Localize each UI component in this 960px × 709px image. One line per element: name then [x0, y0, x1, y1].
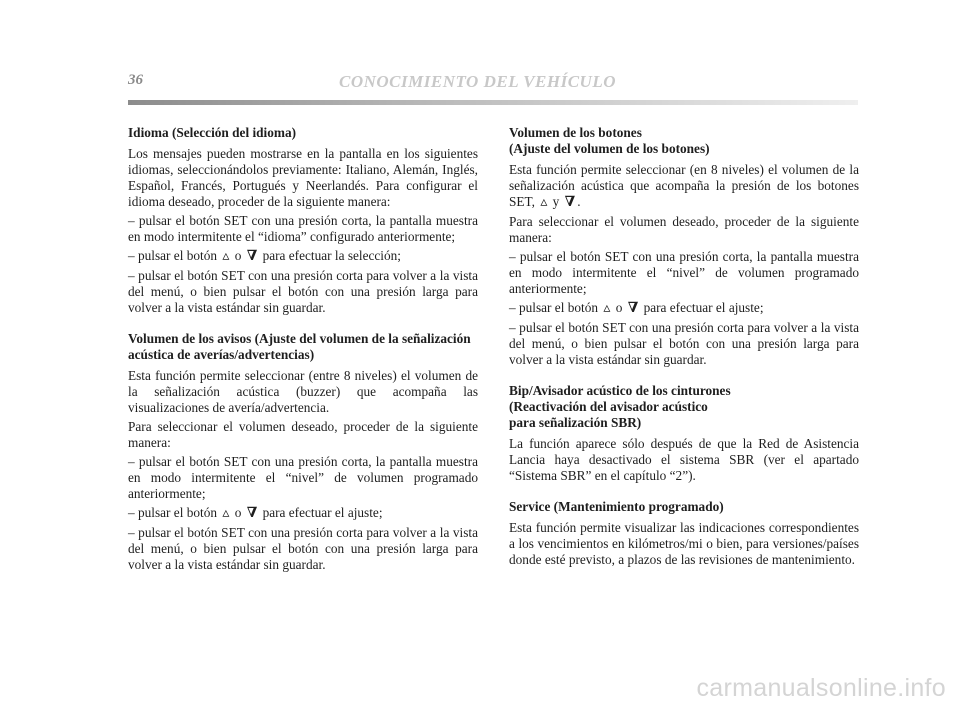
- triangle-down-icon: ∇: [246, 249, 258, 264]
- paragraph: [128, 248, 478, 265]
- paragraph: Para seleccionar el volumen deseado, proceder de la siguiente manera:: [509, 214, 859, 245]
- paragraph: – pulsar el botón SET con una presión corta, la pantalla muestra en modo intermitente el “nivel” de volumen programado anteriormente;: [509, 249, 859, 296]
- section-heading-volumen-botones: [509, 125, 859, 157]
- paragraph: – pulsar el botón SET con una presión corta para volver a la vista del menú, o bien pulsar el botón con una presión larga para volver a la vista estándar sin guardar.: [509, 320, 859, 367]
- triangle-down-icon: ∇: [246, 506, 258, 521]
- watermark: carmanualsonline.info: [696, 674, 946, 702]
- paragraph: [509, 162, 859, 211]
- section-heading-volumen-avisos: Volumen de los avisos (Ajuste del volumen de la señalización acústica de averías/advertencias): [128, 331, 471, 362]
- heading-line: Volumen de los botones: [509, 125, 642, 140]
- heading-line: Bip/Avisador acústico de los cinturones: [509, 383, 731, 398]
- heading-line: para señalización SBR): [509, 415, 642, 430]
- section-heading-idioma: Idioma (Selección del idioma): [128, 125, 297, 140]
- header-rule: [128, 100, 858, 105]
- section-heading-service: Service (Mantenimiento programado): [509, 499, 724, 514]
- text: – pulsar el botón: [128, 505, 218, 520]
- triangle-down-icon: ∇: [564, 195, 576, 210]
- page-header: [128, 68, 858, 108]
- text: y: [552, 194, 560, 209]
- paragraph: La función aparece sólo después de que la Red de Asistencia Lancia haya desactivado el sistema SBR (ver el apartado “Sistema SBR” en el capítulo “2”).: [509, 436, 859, 483]
- right-column: [509, 125, 859, 571]
- paragraph: Para seleccionar el volumen deseado, proceder de la siguiente manera:: [128, 419, 478, 450]
- triangle-up-icon: ▵: [222, 506, 230, 521]
- triangle-down-icon: ∇: [627, 301, 639, 316]
- paragraph: – pulsar el botón SET con una presión corta, la pantalla muestra en modo intermitente el “nivel” de volumen programado anteriormente;: [128, 454, 478, 501]
- text: para efectuar el ajuste;: [262, 505, 383, 520]
- paragraph: [128, 505, 478, 522]
- page-number: 36: [128, 72, 143, 88]
- text: o: [615, 300, 623, 315]
- paragraph: Esta función permite visualizar las indicaciones correspondientes a los vencimientos en kilómetros/mi o bien, para versiones/países donde esté previsto, a plazos de las revisiones de mantenimiento.: [509, 520, 859, 567]
- paragraph: – pulsar el botón SET con una presión corta para volver a la vista del menú, o bien pulsar el botón con una presión larga para volver a la vista estándar sin guardar.: [128, 525, 478, 572]
- heading-line: (Ajuste del volumen de los botones): [509, 141, 710, 156]
- text: para efectuar la selección;: [262, 248, 401, 263]
- text: o: [234, 248, 242, 263]
- triangle-up-icon: ▵: [222, 249, 230, 264]
- text: .: [577, 194, 581, 209]
- paragraph: Esta función permite seleccionar (entre 8 niveles) el volumen de la señalización acústica (buzzer) que acompaña las visualizaciones de avería/advertencia.: [128, 368, 478, 415]
- paragraph: – pulsar el botón SET con una presión corta para volver a la vista del menú, o bien pulsar el botón con una presión larga para volver a la vista estándar sin guardar.: [128, 268, 478, 315]
- text: o: [234, 505, 242, 520]
- section-heading-bip-cinturones: [509, 383, 859, 431]
- triangle-up-icon: ▵: [540, 195, 548, 210]
- text: – pulsar el botón: [509, 300, 599, 315]
- text: – pulsar el botón: [128, 248, 218, 263]
- paragraph: – pulsar el botón SET con una presión corta, la pantalla muestra en modo intermitente el “idioma” configurado anteriormente;: [128, 213, 478, 244]
- heading-line: (Reactivación del avisador acústico: [509, 399, 708, 414]
- text: Esta función permite seleccionar (en 8 niveles) el volumen de la señalización acústica que acompaña la presión de los botones SET,: [509, 162, 859, 209]
- triangle-up-icon: ▵: [603, 301, 611, 316]
- left-column: [128, 125, 478, 576]
- running-title: CONOCIMIENTO DEL VEHÍCULO: [339, 72, 616, 91]
- text: para efectuar el ajuste;: [643, 300, 764, 315]
- paragraph: [509, 300, 859, 317]
- paragraph: Los mensajes pueden mostrarse en la pantalla en los siguientes idiomas, seleccionándolos previamente: Italiano, Alemán, Inglés, Español, Francés, Portugués y Neerlandés. Para configurar el idioma deseado, proceder de la siguiente manera:: [128, 146, 478, 209]
